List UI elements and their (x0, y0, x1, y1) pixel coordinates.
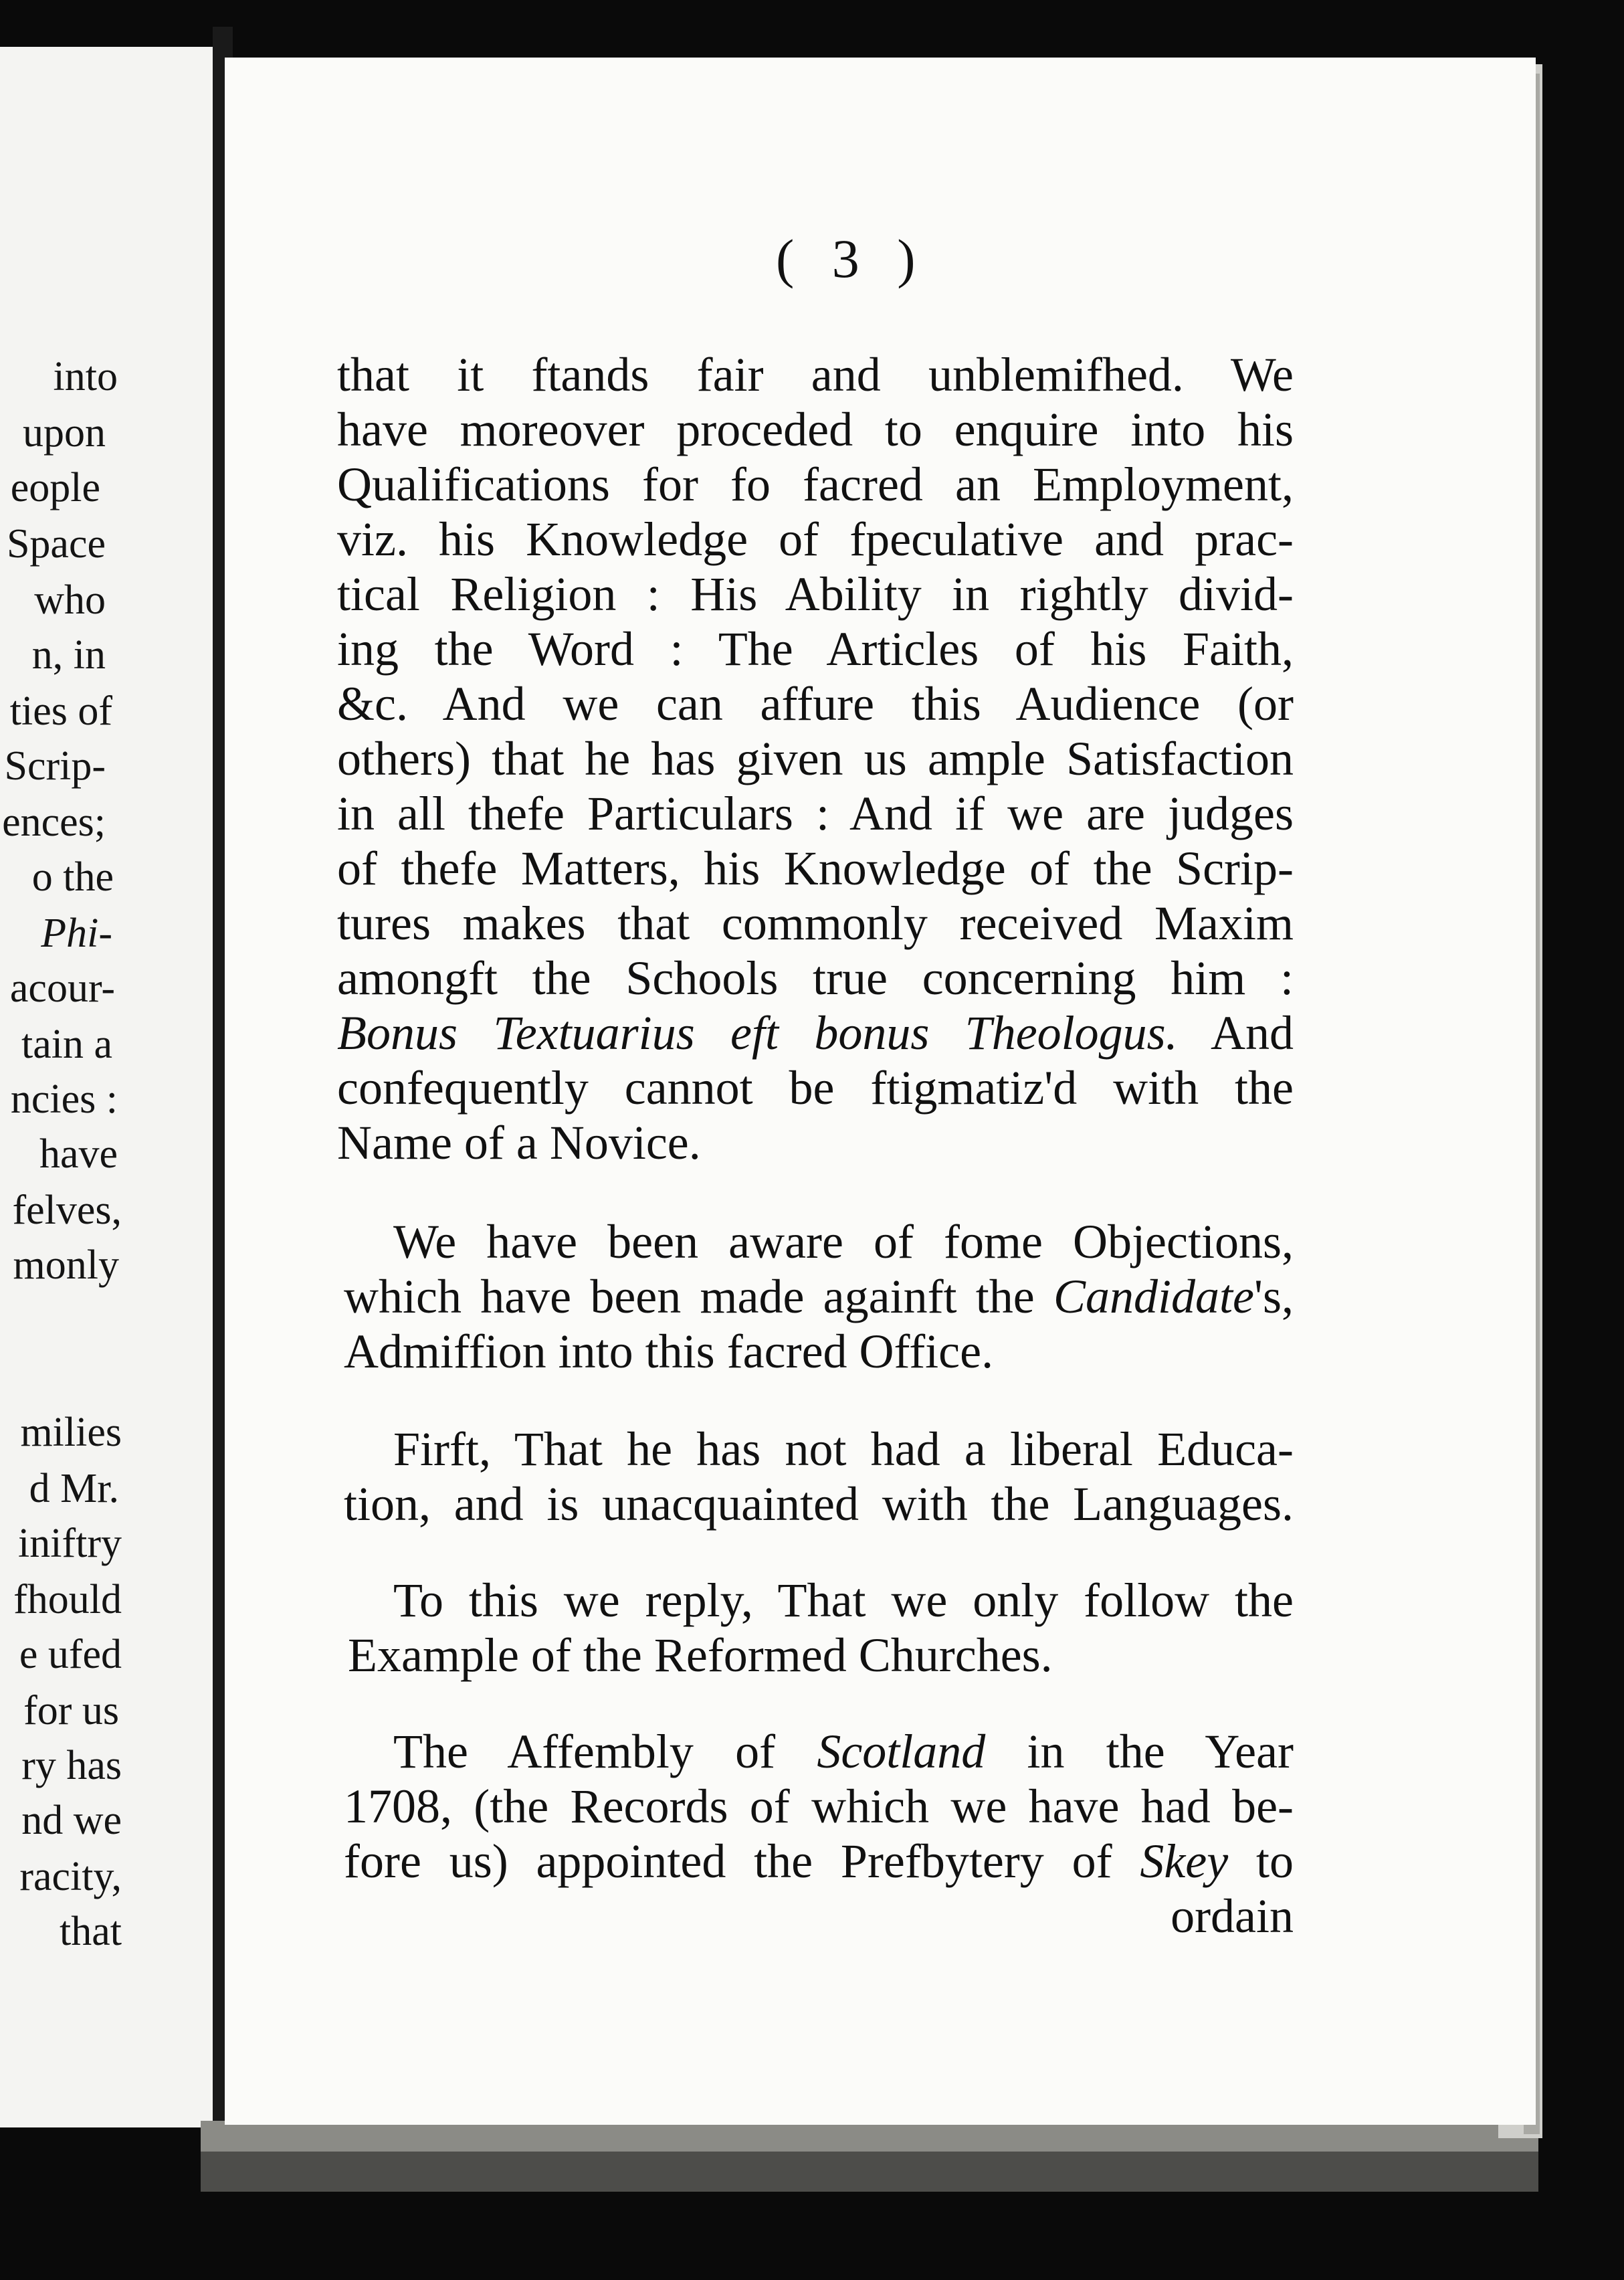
left-fragment: Scrip- (4, 743, 106, 789)
candidate-italic: Candidate (1053, 1270, 1255, 1323)
left-fragment: ences; (2, 799, 106, 845)
left-fragment: tain a (21, 1022, 112, 1067)
text-fragment: fore us) appointed the Prefbytery of (344, 1834, 1112, 1888)
latin-word: Bonus (337, 1006, 458, 1060)
left-fragment: d Mr. (29, 1466, 119, 1511)
left-fragment: eople (10, 465, 100, 510)
left-fragment: felves, (12, 1188, 122, 1233)
page-number: ( 3 ) (776, 228, 928, 289)
text-line: &c. And we can affure this Audience (or (337, 677, 1294, 731)
text-fragment: to (1256, 1834, 1294, 1888)
text-fragment: which have been made againft the (344, 1270, 1035, 1323)
left-fragment: monly (13, 1242, 119, 1288)
page-stack-edge (201, 2121, 1538, 2152)
left-fragment: n, in (31, 632, 106, 678)
latin-word: Textuarius (493, 1006, 695, 1060)
text-line: Name of a Novice. (337, 1116, 701, 1169)
left-fragment: ry has (21, 1743, 122, 1788)
latin-word: bonus (814, 1006, 930, 1060)
left-fragment: milies (20, 1410, 122, 1455)
left-fragment: o the (31, 854, 114, 900)
left-fragment: Phi- (41, 911, 112, 956)
text-line: ing the Word : The Articles of his Faith, (337, 622, 1294, 676)
text-line: that it ftands fair and unblemifhed. We (337, 348, 1294, 401)
text-line: others) that he has given us ample Satisfaction (337, 732, 1294, 785)
text-fragment: in the Year (1027, 1725, 1294, 1778)
text-line: Firft, That he has not had a liberal Educa- (393, 1422, 1294, 1476)
left-fragment: have (39, 1131, 118, 1177)
place-name-italic: Skey (1140, 1834, 1229, 1888)
text-fragment: The Affembly of (393, 1725, 776, 1778)
left-fragment: who (34, 577, 106, 623)
text-line (393, 1727, 1294, 1776)
left-fragment: Space (6, 521, 106, 567)
left-fragment: acour- (9, 965, 115, 1011)
left-fragment: that (60, 1909, 122, 1954)
text-line: in all thefe Particulars : And if we are judges (337, 787, 1294, 840)
text-line: Qualifications for fo facred an Employment, (337, 458, 1294, 511)
left-facing-page (0, 47, 213, 2127)
text-fragment: 's, (1254, 1270, 1294, 1323)
page-stack-shadow (201, 2152, 1538, 2192)
text-line (344, 1272, 1294, 1321)
text-line: To this we reply, That we only follow the (393, 1574, 1294, 1627)
latin-word: Theologus. (965, 1006, 1178, 1060)
text-line: Example of the Reformed Churches. (348, 1628, 1053, 1682)
text-line: tion, and is unacquainted with the Languages. (344, 1477, 1294, 1531)
text-line: amongft the Schools true concerning him : (337, 951, 1294, 1005)
text-line: tical Religion : His Ability in rightly divid- (337, 567, 1294, 621)
text-line: We have been aware of fome Objections, (393, 1215, 1294, 1268)
place-name-italic: Scotland (817, 1725, 986, 1778)
text-line (344, 1834, 1294, 1888)
text-line: of thefe Matters, his Knowledge of the Scrip- (337, 842, 1294, 895)
text-line: viz. his Knowledge of fpeculative and prac- (337, 512, 1294, 566)
left-fragment: ncies : (10, 1076, 118, 1122)
left-fragment: fhould (13, 1577, 122, 1622)
text-line: confequently cannot be ftigmatiz'd with the (337, 1061, 1294, 1115)
text-line: 1708, (the Records of which we have had be- (344, 1780, 1294, 1833)
left-fragment: ties of (9, 688, 112, 734)
text-line: Admiffion into this facred Office. (344, 1325, 994, 1378)
text-line: tures makes that commonly received Maxim (337, 896, 1294, 950)
left-fragment: iniftry (18, 1521, 122, 1566)
left-fragment: upon (23, 410, 106, 456)
text-line: have moreover proceded to enquire into his (337, 403, 1294, 456)
left-fragment: nd we (21, 1798, 122, 1843)
latin-maxim-line (337, 1006, 1294, 1060)
left-fragment: racity, (19, 1854, 122, 1899)
text-word: And (1211, 1006, 1294, 1060)
latin-word: eft (730, 1006, 779, 1060)
left-fragment: into (53, 354, 118, 399)
catchword: ordain (1171, 1889, 1294, 1943)
left-fragment: for us (23, 1688, 119, 1733)
left-fragment: e ufed (19, 1632, 122, 1677)
